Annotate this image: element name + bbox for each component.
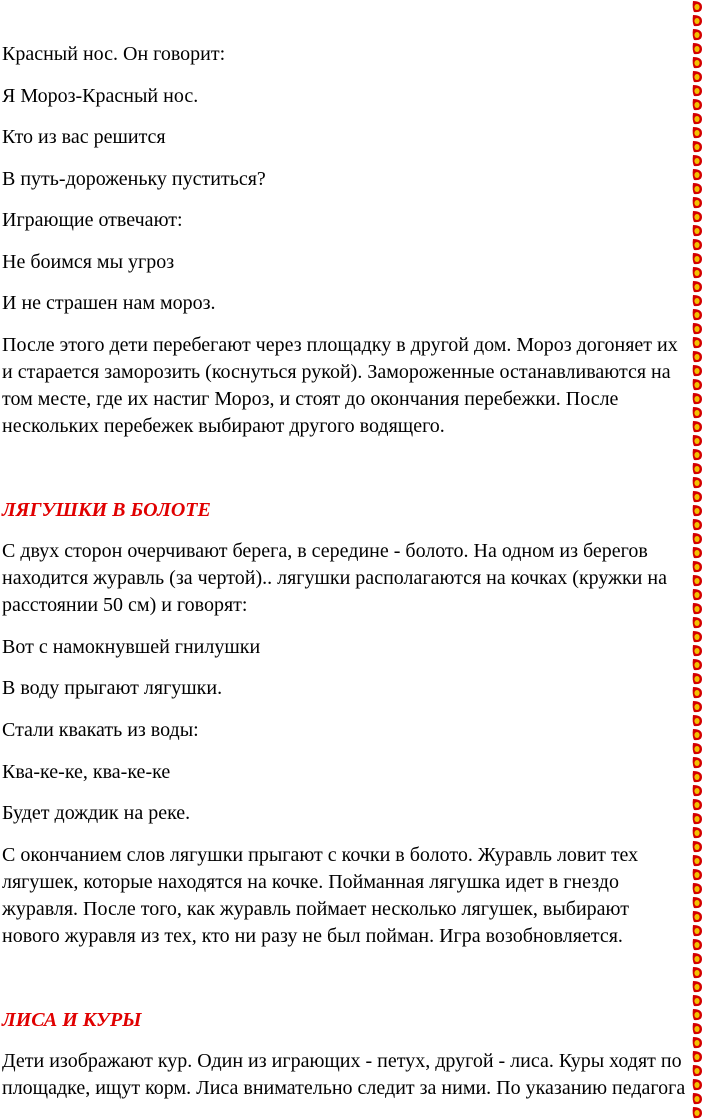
border-motif-icon <box>693 813 702 824</box>
border-motif-icon <box>693 603 702 614</box>
border-motif-icon <box>693 183 702 194</box>
border-motif-icon <box>693 379 702 390</box>
border-motif-icon <box>693 449 702 460</box>
border-motif-icon <box>693 351 702 362</box>
text-line: Кто из вас решится <box>2 126 166 148</box>
border-motif-icon <box>693 1 702 12</box>
border-motif-icon <box>693 939 702 950</box>
border-motif-icon <box>693 715 702 726</box>
border-motif-icon <box>693 687 702 698</box>
paragraph-line: Дети изображают кур. Один из играющих - петух, другой - лиса. Куры ходят по <box>2 1050 682 1072</box>
border-motif-icon <box>693 659 702 670</box>
paragraph-line: лягушек, которые находятся на кочке. Пойманная лягушка идет в гнездо <box>2 871 619 893</box>
border-motif-icon <box>693 337 702 348</box>
text-line: Стали квакать из воды: <box>2 719 199 741</box>
border-motif-icon <box>693 267 702 278</box>
border-motif-icon <box>693 253 702 264</box>
border-motif-icon <box>693 239 702 250</box>
paragraph-line: площадке, ищут корм. Лиса внимательно следит за ними. По указанию педагога <box>2 1077 686 1099</box>
border-motif-icon <box>693 981 702 992</box>
border-motif-icon <box>693 785 702 796</box>
section-heading-frogs: ЛЯГУШКИ В БОЛОТЕ <box>2 499 211 521</box>
text-line: Я Мороз-Красный нос. <box>2 85 199 107</box>
border-motif-icon <box>693 617 702 628</box>
border-motif-icon <box>693 197 702 208</box>
paragraph-line: С окончанием слов лягушки прыгают с кочки в болото. Журавль ловит тех <box>2 844 639 866</box>
border-motif-icon <box>693 295 702 306</box>
text-line: Ква-ке-ке, ква-ке-ке <box>2 761 171 783</box>
border-motif-icon <box>693 99 702 110</box>
border-motif-icon <box>693 631 702 642</box>
border-motif-icon <box>693 211 702 222</box>
border-motif-icon <box>693 127 702 138</box>
border-motif-icon <box>693 897 702 908</box>
border-motif-icon <box>693 477 702 488</box>
paragraph-line: находится журавль (за чертой).. лягушки располагаются на кочках (кружки на <box>2 567 667 589</box>
border-motif-icon <box>693 57 702 68</box>
border-motif-icon <box>693 673 702 684</box>
border-motif-icon <box>693 505 702 516</box>
border-motif-icon <box>693 421 702 432</box>
border-motif-icon <box>693 757 702 768</box>
text-line: Не боимся мы угроз <box>2 251 175 273</box>
border-motif-icon <box>693 743 702 754</box>
border-motif-icon <box>693 561 702 572</box>
border-motif-icon <box>693 1079 702 1090</box>
border-motif-icon <box>693 827 702 838</box>
border-motif-icon <box>693 519 702 530</box>
paragraph-line: и старается заморозить (коснуться рукой). Замороженные останавливаются на <box>2 361 671 383</box>
border-motif-icon <box>693 1037 702 1048</box>
paragraph-line: журавля. После того, как журавль поймает несколько лягушек, выбирают <box>2 898 629 920</box>
text-line: Будет дождик на реке. <box>2 802 191 824</box>
paragraph-line: После этого дети перебегают через площадку в другой дом. Мороз догоняет их <box>2 334 678 356</box>
border-motif-icon <box>693 393 702 404</box>
paragraph-line: том месте, где их настиг Мороз, и стоят до окончания перебежки. После <box>2 388 619 410</box>
border-motif-icon <box>693 1107 702 1118</box>
border-motif-icon <box>693 141 702 152</box>
border-motif-icon <box>693 645 702 656</box>
border-motif-icon <box>693 1051 702 1062</box>
border-motif-icon <box>693 883 702 894</box>
text-line: Играющие отвечают: <box>2 209 183 231</box>
border-motif-icon <box>693 575 702 586</box>
border-motif-icon <box>693 1023 702 1034</box>
border-motif-icon <box>693 589 702 600</box>
border-motif-icon <box>693 407 702 418</box>
paragraph-line: нового журавля из тех, кто ни разу не был пойман. Игра возобновляется. <box>2 925 623 947</box>
border-motif-icon <box>693 1009 702 1020</box>
border-motif-icon <box>693 771 702 782</box>
border-motif-icon <box>693 323 702 334</box>
border-motif-icon <box>693 925 702 936</box>
border-motif-icon <box>693 365 702 376</box>
paragraph-line: нескольких перебежек выбирают другого водящего. <box>2 415 445 437</box>
border-motif-icon <box>693 85 702 96</box>
border-motif-icon <box>693 533 702 544</box>
border-pattern-icon <box>690 0 704 1120</box>
border-motif-icon <box>693 855 702 866</box>
border-motif-icon <box>693 169 702 180</box>
border-motif-icon <box>693 701 702 712</box>
border-motif-icon <box>693 799 702 810</box>
text-line: В путь-дороженьку пуститься? <box>2 168 266 190</box>
border-motif-icon <box>693 869 702 880</box>
border-motif-icon <box>693 1065 702 1076</box>
border-motif-icon <box>693 113 702 124</box>
decorative-border <box>690 0 704 1120</box>
text-line: И не страшен нам мороз. <box>2 292 216 314</box>
border-motif-icon <box>693 435 702 446</box>
border-motif-icon <box>693 15 702 26</box>
border-motif-icon <box>693 547 702 558</box>
border-motif-icon <box>693 225 702 236</box>
border-motif-icon <box>693 841 702 852</box>
text-line: Вот с намокнувшей гнилушки <box>2 636 261 658</box>
border-motif-icon <box>693 29 702 40</box>
border-motif-icon <box>693 967 702 978</box>
border-motif-icon <box>693 953 702 964</box>
paragraph-line: расстоянии 50 см) и говорят: <box>2 594 248 616</box>
border-motif-icon <box>693 71 702 82</box>
paragraph-line: С двух сторон очерчивают берега, в середине - болото. На одном из берегов <box>2 540 648 562</box>
border-motif-icon <box>693 43 702 54</box>
border-motif-icon <box>693 309 702 320</box>
border-motif-icon <box>693 281 702 292</box>
border-motif-icon <box>693 155 702 166</box>
border-motif-icon <box>693 1093 702 1104</box>
border-motif-icon <box>693 463 702 474</box>
border-motif-icon <box>693 911 702 922</box>
text-line: Красный нос. Он говорит: <box>2 43 226 65</box>
section-heading-fox: ЛИСА И КУРЫ <box>2 1009 142 1031</box>
border-motif-icon <box>693 729 702 740</box>
border-motif-icon <box>693 995 702 1006</box>
text-line: В воду прыгают лягушки. <box>2 677 223 699</box>
border-motif-icon <box>693 491 702 502</box>
